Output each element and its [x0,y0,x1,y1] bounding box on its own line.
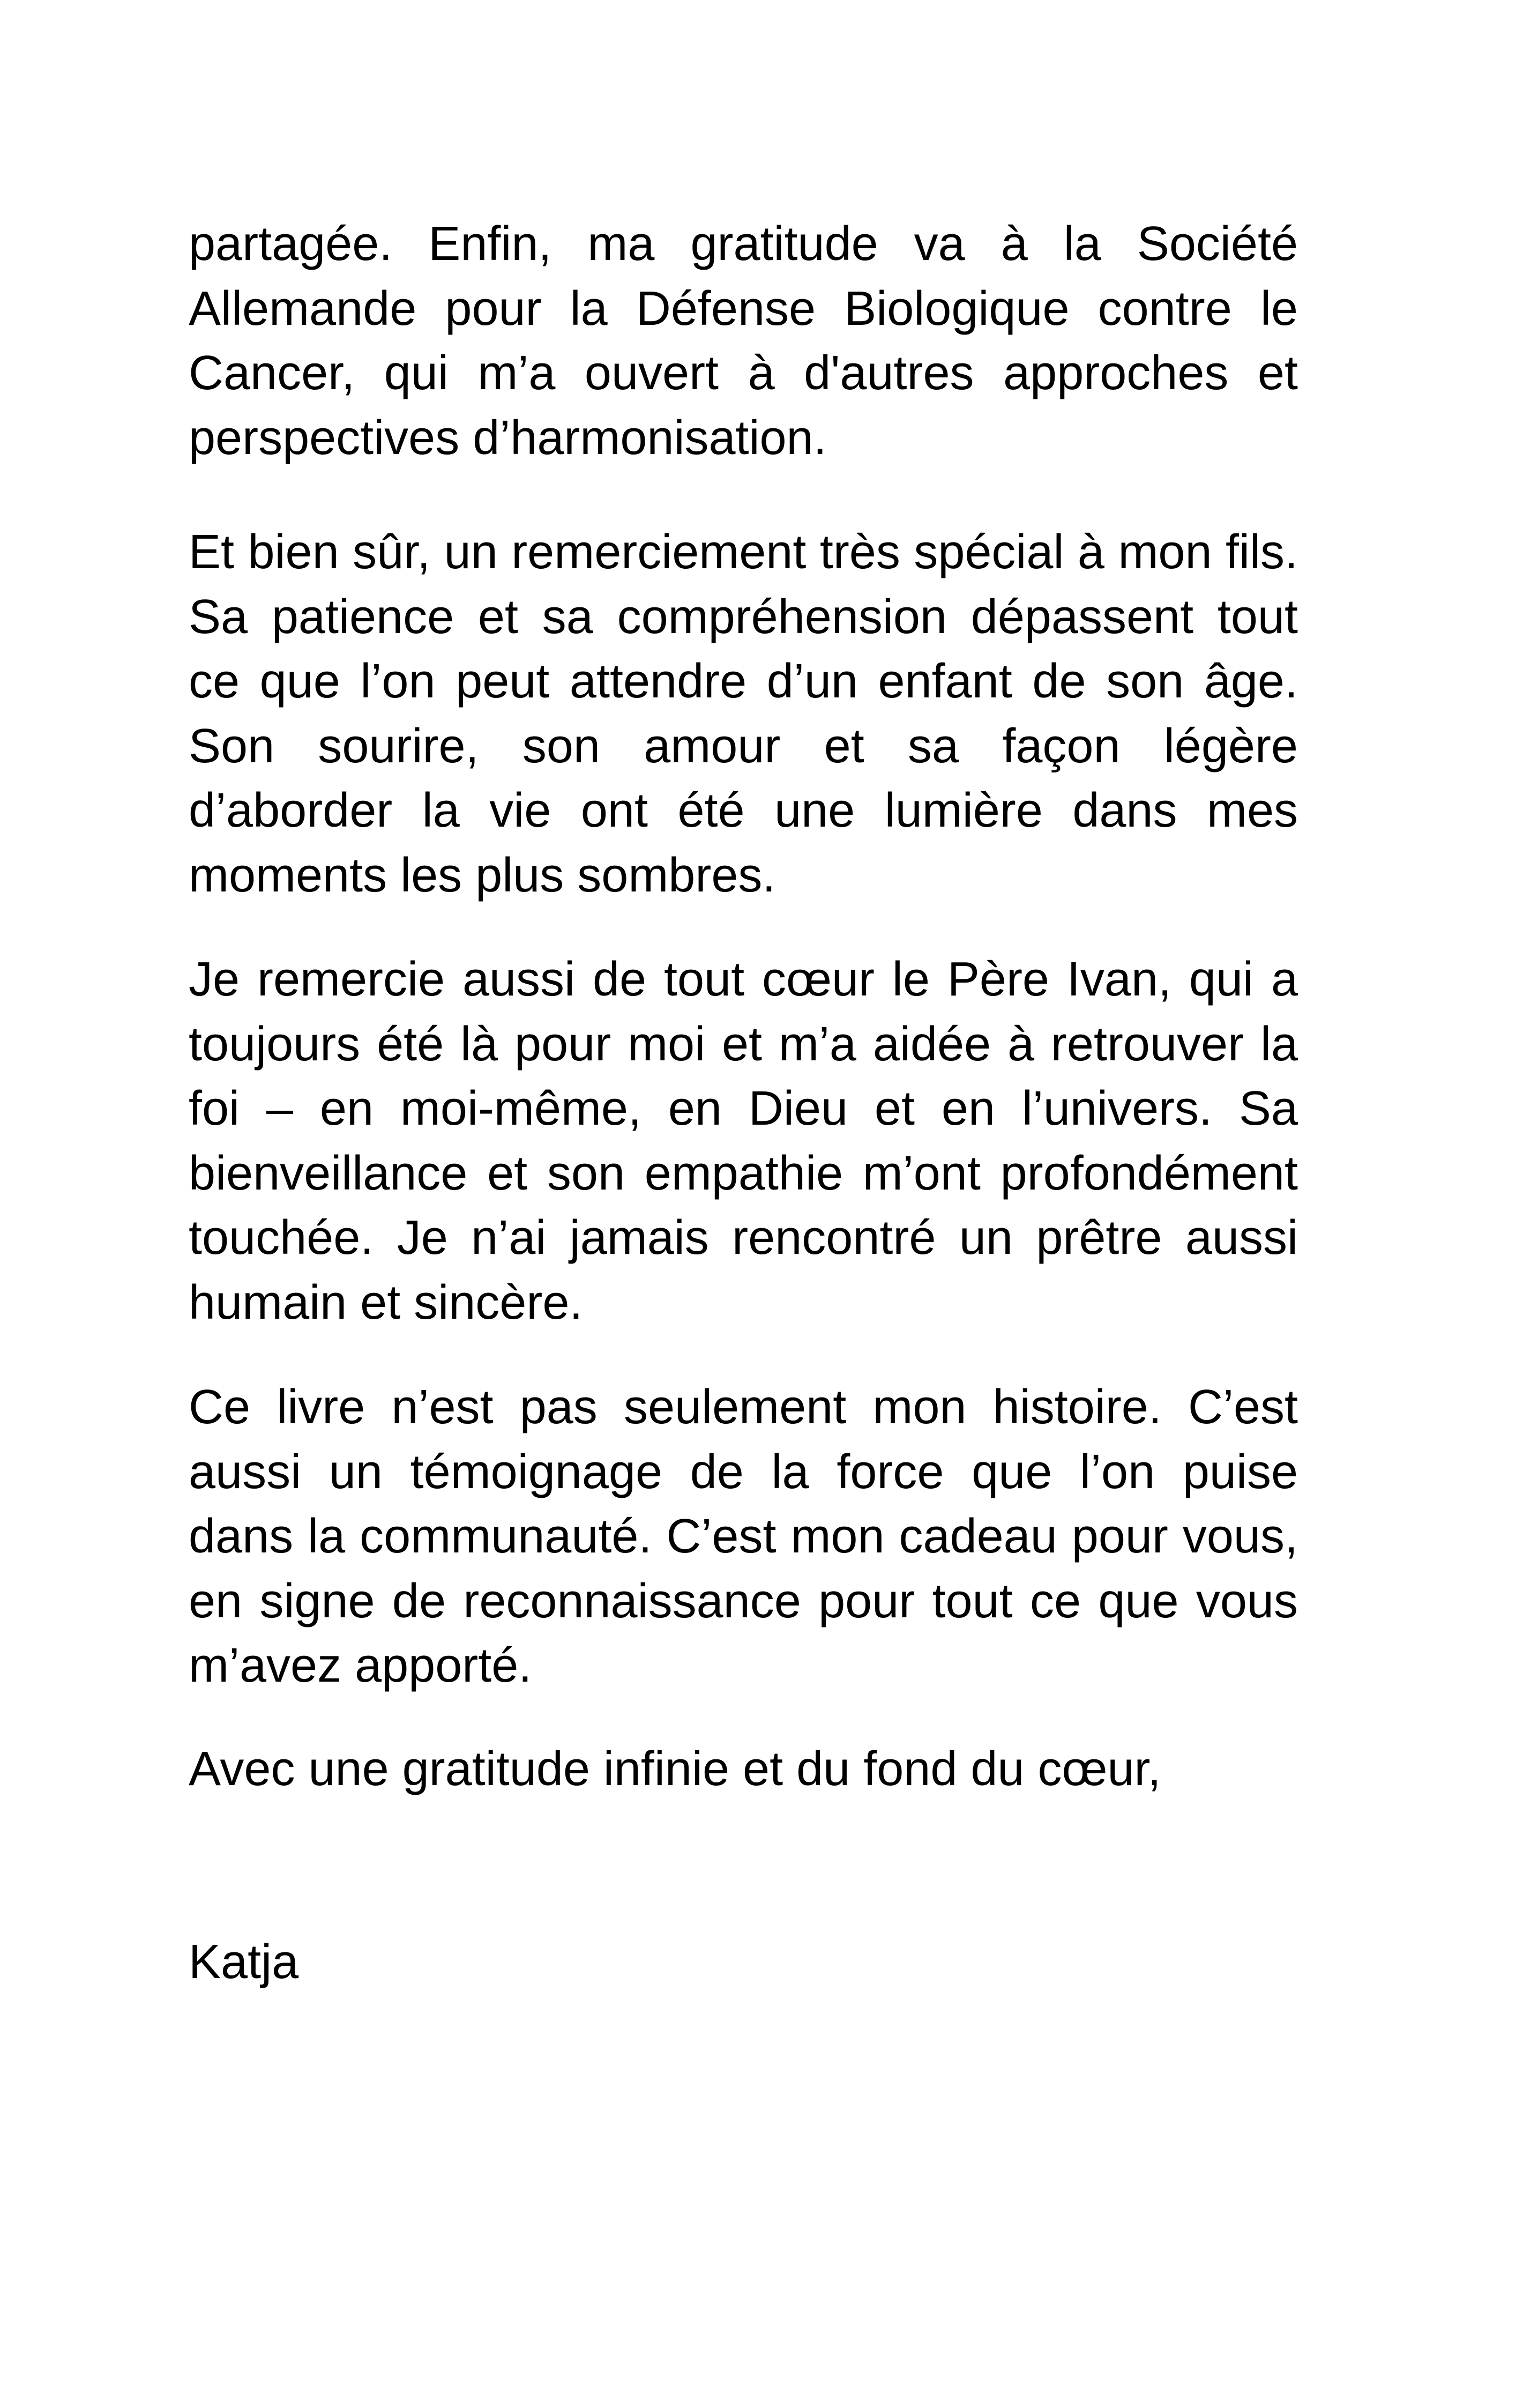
paragraph-text: Ce livre n’est pas seulement mon histoire. C’est aussi un témoignage de la force que l’on puise dans la communauté. C’est mon cadeau pour vous, en signe de reconnaissance pour tout ce que vous m’avez apporté. [189,1380,1298,1692]
signature-text: Katja [189,1935,299,1989]
paragraph-thanks-father-ivan [189,947,1298,1335]
paragraph-text: Avec une gratitude infinie et du fond du cœur, [189,1742,1161,1796]
paragraph-text: Je remercie aussi de tout cœur le Père Ivan, qui a toujours été là pour moi et m’a aidée à retrouver la foi – en moi-même, en Dieu et en l’univers. Sa bienveillance et son empathie m’ont profondément touchée. Je n’ai jamais rencontré un prêtre aussi humain et sincère. [189,953,1298,1329]
paragraph-thanks-son [189,520,1298,908]
paragraph-acknowledgement-society [189,212,1298,470]
paragraph-closing [189,1737,1298,1802]
paragraph-text: partagée. Enfin, ma gratitude va à la Société Allemande pour la Défense Biologique contre le Cancer, qui m’a ouvert à d'autres approches et perspectives d’harmonisation. [189,217,1298,465]
paragraph-text: Et bien sûr, un remerciement très spécial à mon fils. Sa patience et sa compréhension dépassent tout ce que l’on peut attendre d’un enfant de son âge. Son sourire, son amour et sa façon légère d’aborder la vie ont été une lumière dans mes moments les plus sombres. [189,525,1298,902]
signature [189,1930,1298,1995]
paragraph-book-testimony [189,1375,1298,1698]
